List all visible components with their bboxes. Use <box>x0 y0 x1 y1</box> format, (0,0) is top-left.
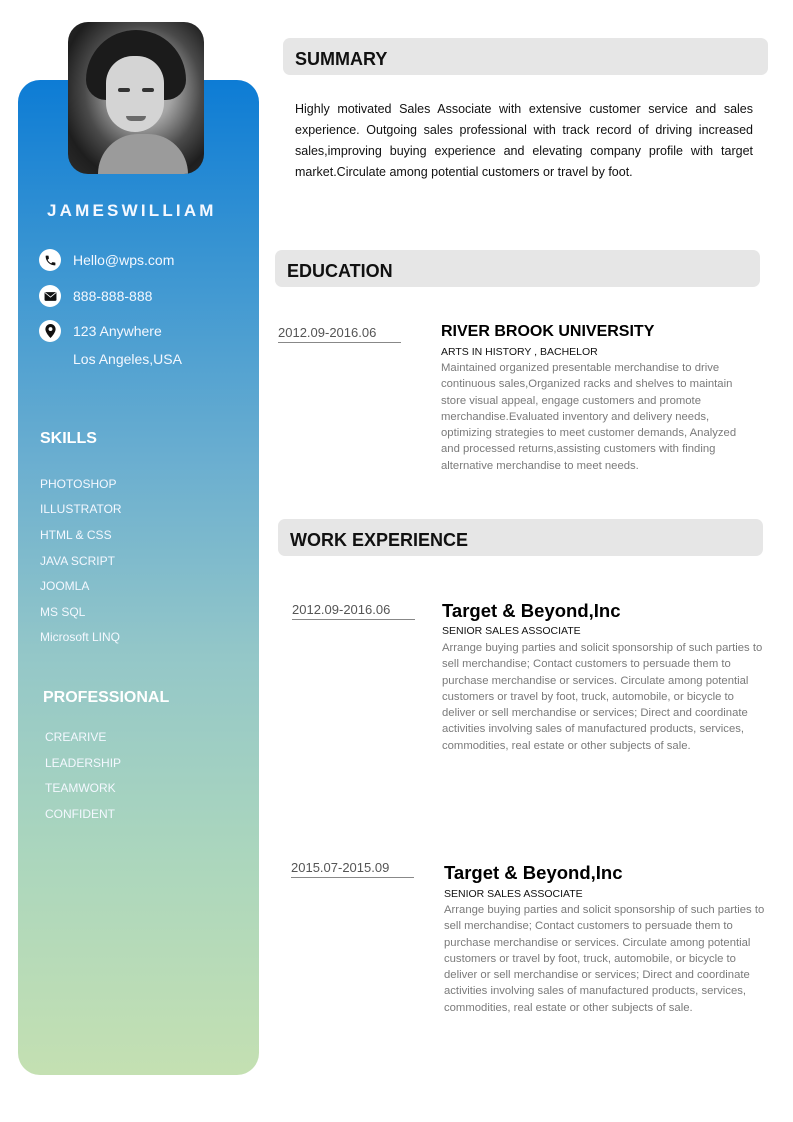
location-pin-icon <box>39 320 61 342</box>
professional-item: LEADERSHIP <box>45 756 122 770</box>
sidebar-panel <box>18 80 259 1075</box>
education-degree: ARTS IN HISTORY , BACHELOR <box>441 346 598 358</box>
work-position: SENIOR SALES ASSOCIATE <box>444 888 583 900</box>
work-company: Target & Beyond,Inc <box>444 862 623 883</box>
professional-item: CREARIVE <box>45 730 107 744</box>
work-company: Target & Beyond,Inc <box>442 600 621 621</box>
education-description: Maintained organized presentable merchandise to drive continuous sales,Organized racks and shelves to maintain store visual appeal, engage customers and promote merchandise.Evaluated inventory and delivery needs, optimizing strategies to meet customer demands, Analyzed and processed returns,assisting customers with finding alternative merchandise to meet needs. <box>441 362 737 472</box>
work-heading: WORK EXPERIENCE <box>278 519 763 556</box>
skill-item: JAVA SCRIPT <box>40 554 115 568</box>
professional-item: CONFIDENT <box>45 807 115 821</box>
summary-text: Highly motivated Sales Associate with extensive customer service and sales experience. Outgoing sales professional with track record of driving increased sales,improving buying experience and elevating company profile with target market.Circulate among potential customers or travel by foot. <box>295 102 753 179</box>
work-description: Arrange buying parties and solicit sponsorship of such parties to sell merchandise; Contact customers to persuade them to purchase merchandise or services. Circulate among potential customers or travel by foot, truck, automobile, or bicycle to deliver or sell merchandise or services; Direct and coordinate activities involving sales of manufactured products, services, commodities, real estate or other subjects of sale. <box>444 904 765 1014</box>
contact-email[interactable]: Hello@wps.com <box>73 252 175 268</box>
mail-icon <box>39 285 61 307</box>
photo-mouth <box>126 116 146 121</box>
skill-item: PHOTOSHOP <box>40 477 117 491</box>
contact-phone-row <box>39 285 152 307</box>
phone-icon <box>39 249 61 271</box>
professional-item: TEAMWORK <box>45 781 116 795</box>
photo-eye <box>142 88 154 92</box>
skill-item: ILLUSTRATOR <box>40 502 122 516</box>
education-heading: EDUCATION <box>275 250 760 287</box>
contact-address-line2: Los Angeles,USA <box>73 351 182 367</box>
professional-heading: PROFESSIONAL <box>43 689 170 706</box>
education-school: RIVER BROOK UNIVERSITY <box>441 323 655 340</box>
contact-phone[interactable]: 888-888-888 <box>73 288 153 304</box>
skill-item: Microsoft LINQ <box>40 630 121 644</box>
work-description: Arrange buying parties and solicit sponsorship of such parties to sell merchandise; Contact customers to persuade them to purchase merchandise or services. Circulate among potential customers or travel by foot, truck, automobile, or bicycle to deliver or sell merchandise or services; Direct and coordinate activities involving sales of manufactured products, services, commodities, real estate or other subjects of sale. <box>442 642 763 752</box>
summary-heading: SUMMARY <box>283 38 768 75</box>
skills-heading: SKILLS <box>40 430 97 447</box>
contact-email-row <box>39 249 174 271</box>
work-position: SENIOR SALES ASSOCIATE <box>442 625 581 637</box>
skill-item: HTML & CSS <box>40 528 112 542</box>
photo-eye <box>118 88 130 92</box>
skill-item: MS SQL <box>40 605 86 619</box>
profile-name: JAMESWILLIAM <box>47 201 217 220</box>
work-date: 2012.09-2016.06 <box>292 602 415 620</box>
photo-shoulders <box>98 134 188 174</box>
education-date: 2012.09-2016.06 <box>278 325 401 343</box>
skill-item: JOOMLA <box>40 579 90 593</box>
contact-address-line1: 123 Anywhere <box>73 323 162 339</box>
contact-address-row <box>39 320 162 342</box>
profile-photo <box>68 22 204 174</box>
work-date: 2015.07-2015.09 <box>291 860 414 878</box>
